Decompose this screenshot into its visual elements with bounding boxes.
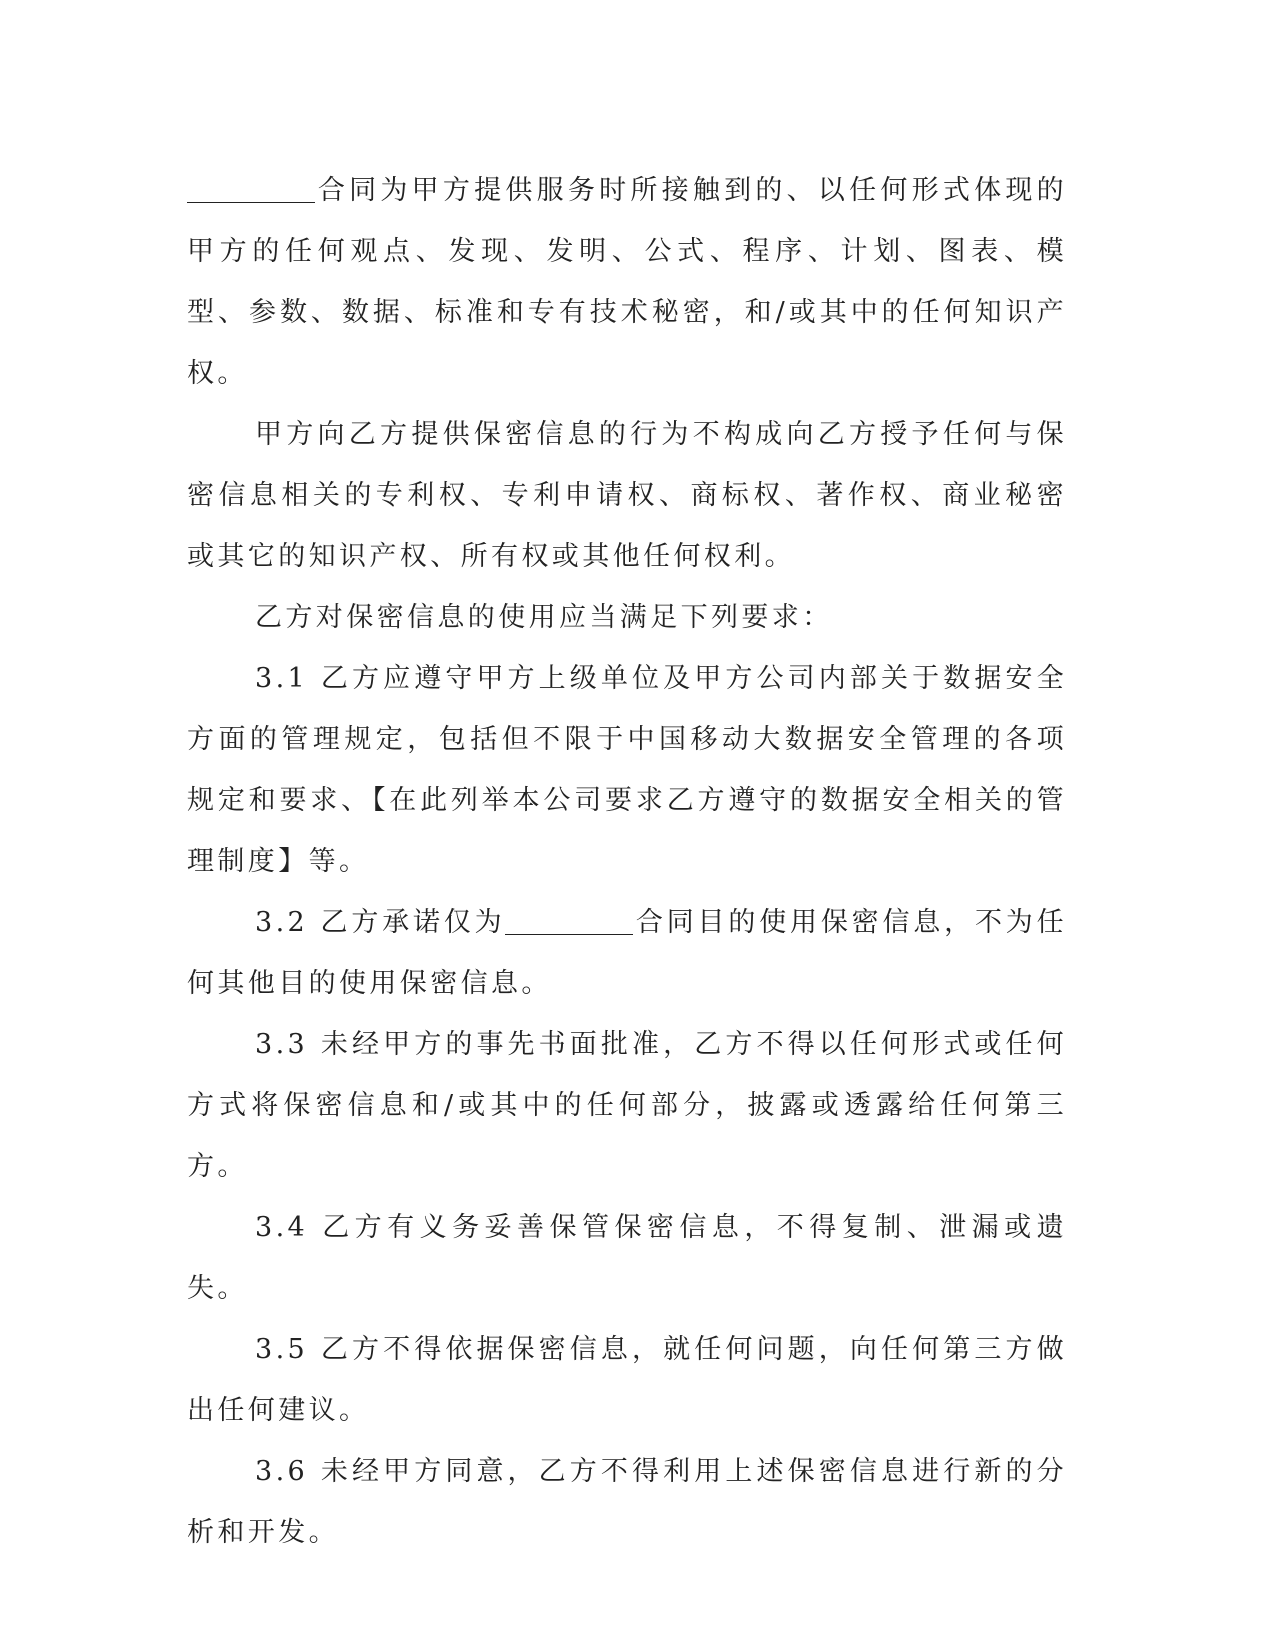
paragraph-text-before: 3.2 乙方承诺仅为 (255, 907, 506, 938)
paragraph-text: 3.1 乙方应遵守甲方上级单位及甲方公司内部关于数据安全方面的管理规定，包括但不限于中国移动大数据安全管理的各项规定和要求、【在此列举本公司要求乙方遵守的数据安全相关的管理制度】等。 (187, 663, 1067, 877)
clause-3-1 (187, 648, 1067, 892)
clause-3-4 (187, 1197, 1067, 1319)
clause-3-6 (187, 1441, 1067, 1563)
paragraph-text: 3.6 未经甲方同意，乙方不得利用上述保密信息进行新的分析和开发。 (187, 1456, 1067, 1548)
clause-3-3 (187, 1014, 1067, 1197)
clause-3-2 (187, 892, 1067, 1014)
paragraph-text-after: 合同目的使用保密信息，不为任何其他目的使用保密信息。 (187, 907, 1067, 999)
paragraph-text: 3.5 乙方不得依据保密信息，就任何问题，向任何第三方做出任何建议。 (187, 1334, 1067, 1426)
paragraph-usage-requirements (187, 587, 1067, 648)
blank-underline (187, 172, 315, 203)
paragraph-no-rights-granted (187, 404, 1067, 587)
paragraph-text: 乙方对保密信息的使用应当满足下列要求： (255, 602, 833, 633)
paragraph-text: 甲方向乙方提供保密信息的行为不构成向乙方授予任何与保密信息相关的专利权、专利申请权、商标权、著作权、商业秘密或其它的知识产权、所有权或其他任何权利。 (187, 419, 1067, 572)
blank-underline (505, 904, 633, 935)
clause-3-5 (187, 1319, 1067, 1441)
paragraph-text: 3.4 乙方有义务妥善保管保密信息，不得复制、泄漏或遗失。 (187, 1212, 1067, 1304)
paragraph-confidential-info-definition (187, 160, 1067, 404)
paragraph-text: 3.3 未经甲方的事先书面批准，乙方不得以任何形式或任何方式将保密信息和/或其中的任何部分，披露或透露给任何第三方。 (187, 1029, 1067, 1182)
document-page (187, 160, 1067, 1563)
paragraph-text: 合同为甲方提供服务时所接触到的、以任何形式体现的甲方的任何观点、发现、发明、公式、程序、计划、图表、模型、参数、数据、标准和专有技术秘密，和/或其中的任何知识产权。 (187, 175, 1067, 389)
